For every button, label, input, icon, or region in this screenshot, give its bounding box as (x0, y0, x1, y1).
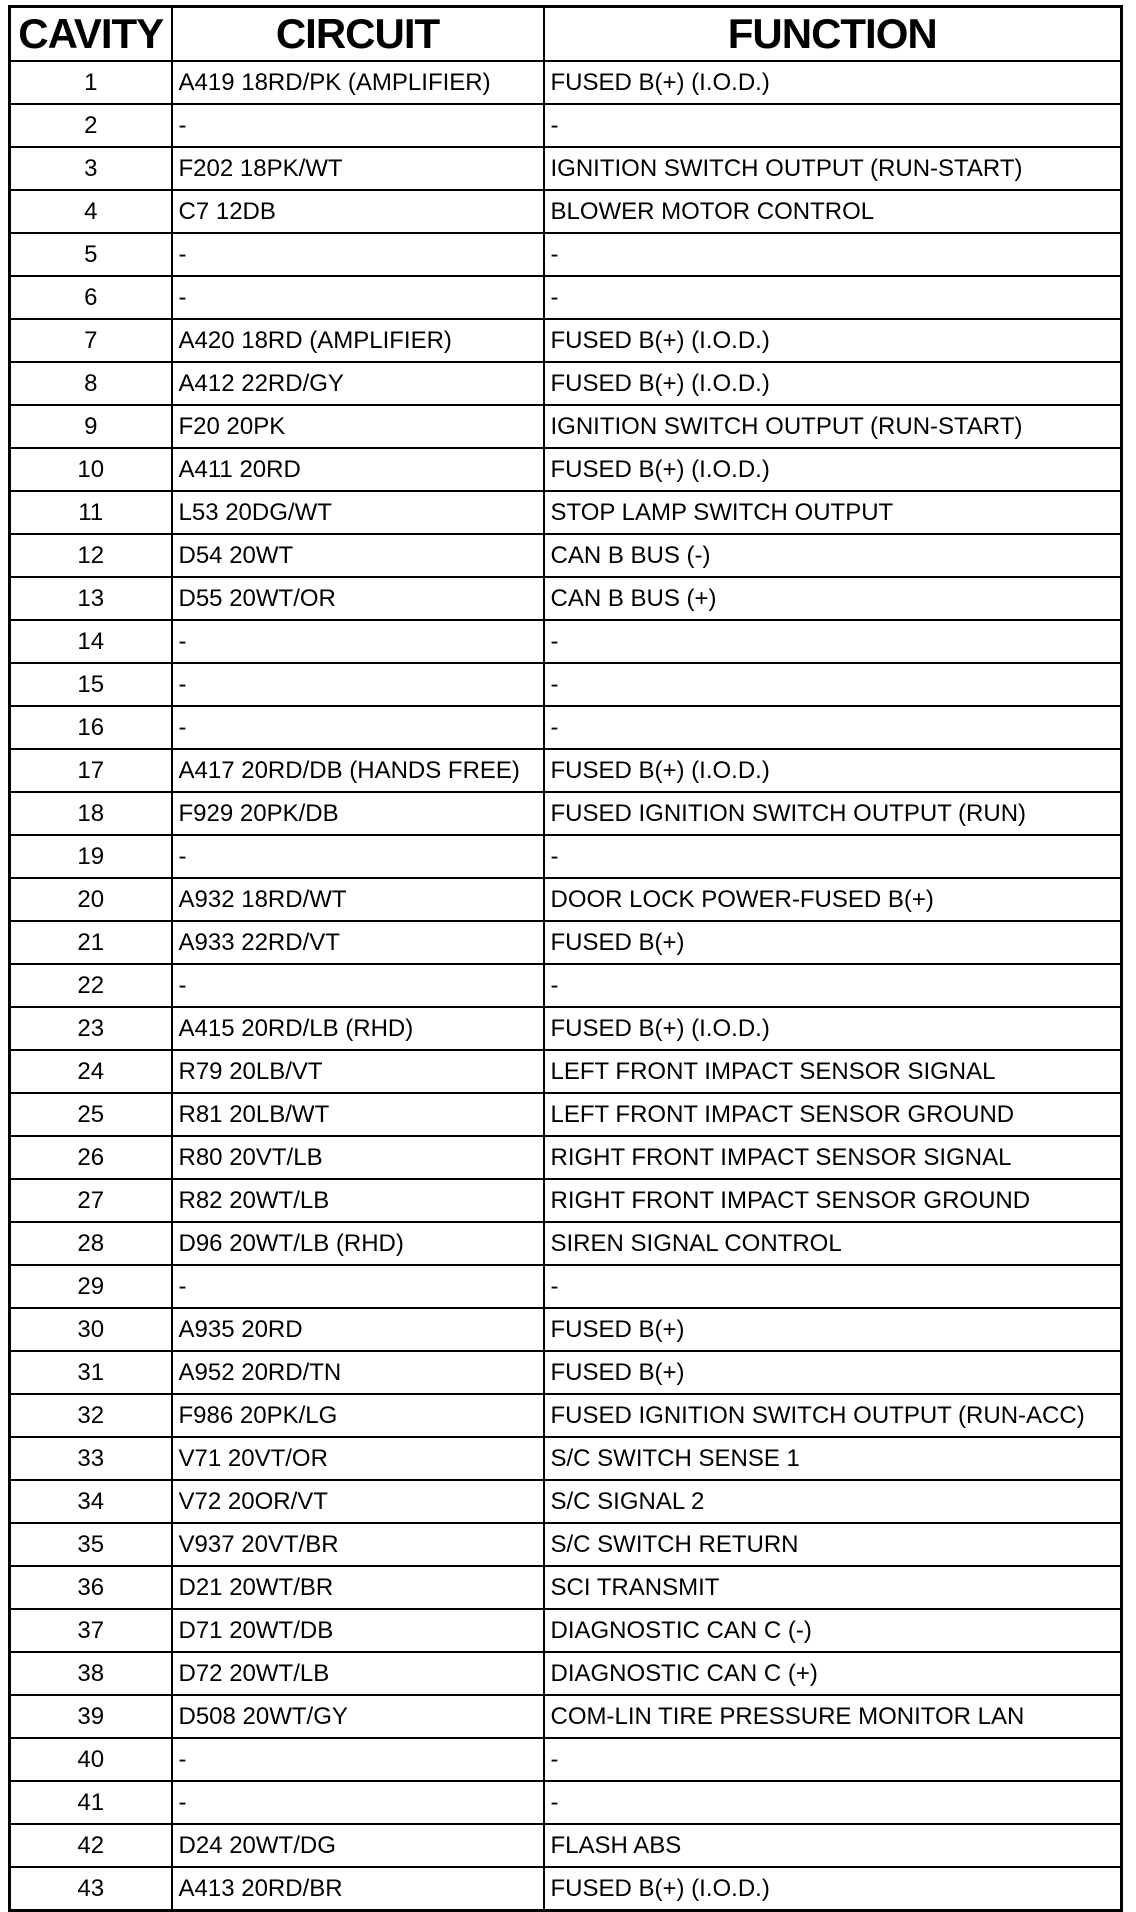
table-row (10, 1351, 1122, 1394)
cavity-cell: 37 (10, 1609, 172, 1652)
table-row (10, 1265, 1122, 1308)
circuit-cell: A420 18RD (AMPLIFIER) (172, 319, 544, 362)
cavity-cell: 25 (10, 1093, 172, 1136)
table-row (10, 319, 1122, 362)
function-cell: FUSED B(+) (I.O.D.) (544, 749, 1122, 792)
circuit-cell: F20 20PK (172, 405, 544, 448)
circuit-column-header: CIRCUIT (172, 7, 544, 62)
circuit-cell: - (172, 663, 544, 706)
function-cell: BLOWER MOTOR CONTROL (544, 190, 1122, 233)
function-cell: LEFT FRONT IMPACT SENSOR SIGNAL (544, 1050, 1122, 1093)
table-row (10, 749, 1122, 792)
function-cell: RIGHT FRONT IMPACT SENSOR SIGNAL (544, 1136, 1122, 1179)
cavity-cell: 14 (10, 620, 172, 663)
cavity-cell: 8 (10, 362, 172, 405)
table-row (10, 1308, 1122, 1351)
connector-pinout-table (8, 5, 1123, 1912)
function-cell: FUSED IGNITION SWITCH OUTPUT (RUN-ACC) (544, 1394, 1122, 1437)
table-row (10, 1566, 1122, 1609)
circuit-cell: A932 18RD/WT (172, 878, 544, 921)
circuit-cell: L53 20DG/WT (172, 491, 544, 534)
table-row (10, 1824, 1122, 1867)
table-row (10, 1179, 1122, 1222)
table-row (10, 1738, 1122, 1781)
circuit-cell: D96 20WT/LB (RHD) (172, 1222, 544, 1265)
function-column-header: FUNCTION (544, 7, 1122, 62)
function-cell: CAN B BUS (+) (544, 577, 1122, 620)
table-row (10, 964, 1122, 1007)
function-cell: DOOR LOCK POWER-FUSED B(+) (544, 878, 1122, 921)
circuit-cell: R79 20LB/VT (172, 1050, 544, 1093)
table-row (10, 1695, 1122, 1738)
function-cell: FUSED B(+) (544, 1351, 1122, 1394)
cavity-cell: 24 (10, 1050, 172, 1093)
circuit-cell: - (172, 964, 544, 1007)
table-row (10, 448, 1122, 491)
function-cell: S/C SWITCH SENSE 1 (544, 1437, 1122, 1480)
function-cell: FUSED B(+) (I.O.D.) (544, 362, 1122, 405)
table-row (10, 835, 1122, 878)
table-row (10, 190, 1122, 233)
circuit-cell: - (172, 835, 544, 878)
table-row (10, 577, 1122, 620)
circuit-cell: - (172, 104, 544, 147)
table-row (10, 405, 1122, 448)
cavity-cell: 39 (10, 1695, 172, 1738)
table-row (10, 147, 1122, 190)
function-cell: FUSED B(+) (544, 1308, 1122, 1351)
function-cell: S/C SWITCH RETURN (544, 1523, 1122, 1566)
function-cell: FUSED B(+) (I.O.D.) (544, 319, 1122, 362)
cavity-cell: 15 (10, 663, 172, 706)
function-cell: - (544, 706, 1122, 749)
circuit-cell: F929 20PK/DB (172, 792, 544, 835)
cavity-cell: 36 (10, 1566, 172, 1609)
cavity-cell: 13 (10, 577, 172, 620)
cavity-cell: 27 (10, 1179, 172, 1222)
function-cell: DIAGNOSTIC CAN C (+) (544, 1652, 1122, 1695)
cavity-cell: 26 (10, 1136, 172, 1179)
cavity-cell: 21 (10, 921, 172, 964)
cavity-cell: 40 (10, 1738, 172, 1781)
cavity-cell: 35 (10, 1523, 172, 1566)
circuit-cell: D21 20WT/BR (172, 1566, 544, 1609)
circuit-cell: A935 20RD (172, 1308, 544, 1351)
circuit-cell: A413 20RD/BR (172, 1867, 544, 1911)
function-cell: FUSED B(+) (I.O.D.) (544, 1007, 1122, 1050)
cavity-cell: 9 (10, 405, 172, 448)
function-cell: FUSED B(+) (I.O.D.) (544, 1867, 1122, 1911)
table-row (10, 233, 1122, 276)
cavity-cell: 22 (10, 964, 172, 1007)
table-row (10, 706, 1122, 749)
table-row (10, 1222, 1122, 1265)
function-cell: - (544, 1738, 1122, 1781)
function-cell: SIREN SIGNAL CONTROL (544, 1222, 1122, 1265)
function-cell: IGNITION SWITCH OUTPUT (RUN-START) (544, 405, 1122, 448)
cavity-column-header: CAVITY (10, 7, 172, 62)
circuit-cell: D24 20WT/DG (172, 1824, 544, 1867)
cavity-cell: 3 (10, 147, 172, 190)
cavity-cell: 19 (10, 835, 172, 878)
table-row (10, 276, 1122, 319)
function-cell: FUSED B(+) (544, 921, 1122, 964)
table-row (10, 1781, 1122, 1824)
cavity-cell: 38 (10, 1652, 172, 1695)
cavity-cell: 16 (10, 706, 172, 749)
table-body (10, 61, 1122, 1911)
function-cell: - (544, 835, 1122, 878)
connector-pinout-sheet (8, 5, 1120, 1905)
table-row (10, 491, 1122, 534)
table-row (10, 362, 1122, 405)
circuit-cell: A412 22RD/GY (172, 362, 544, 405)
function-cell: FLASH ABS (544, 1824, 1122, 1867)
circuit-cell: - (172, 1781, 544, 1824)
table-row (10, 921, 1122, 964)
cavity-cell: 32 (10, 1394, 172, 1437)
table-row (10, 1093, 1122, 1136)
circuit-cell: D72 20WT/LB (172, 1652, 544, 1695)
function-cell: SCI TRANSMIT (544, 1566, 1122, 1609)
circuit-cell: A952 20RD/TN (172, 1351, 544, 1394)
circuit-cell: V71 20VT/OR (172, 1437, 544, 1480)
circuit-cell: D54 20WT (172, 534, 544, 577)
circuit-cell: - (172, 233, 544, 276)
table-row (10, 1523, 1122, 1566)
circuit-cell: V937 20VT/BR (172, 1523, 544, 1566)
cavity-cell: 33 (10, 1437, 172, 1480)
cavity-cell: 43 (10, 1867, 172, 1911)
function-cell: S/C SIGNAL 2 (544, 1480, 1122, 1523)
cavity-cell: 2 (10, 104, 172, 147)
cavity-cell: 6 (10, 276, 172, 319)
cavity-cell: 5 (10, 233, 172, 276)
function-cell: - (544, 620, 1122, 663)
cavity-cell: 31 (10, 1351, 172, 1394)
cavity-cell: 10 (10, 448, 172, 491)
table-row (10, 1609, 1122, 1652)
cavity-cell: 17 (10, 749, 172, 792)
function-cell: RIGHT FRONT IMPACT SENSOR GROUND (544, 1179, 1122, 1222)
function-cell: IGNITION SWITCH OUTPUT (RUN-START) (544, 147, 1122, 190)
cavity-cell: 20 (10, 878, 172, 921)
cavity-cell: 29 (10, 1265, 172, 1308)
cavity-cell: 11 (10, 491, 172, 534)
function-cell: - (544, 276, 1122, 319)
function-cell: FUSED B(+) (I.O.D.) (544, 448, 1122, 491)
table-header (10, 7, 1122, 62)
table-row (10, 534, 1122, 577)
cavity-cell: 12 (10, 534, 172, 577)
table-row (10, 878, 1122, 921)
table-row (10, 104, 1122, 147)
cavity-cell: 41 (10, 1781, 172, 1824)
function-cell: LEFT FRONT IMPACT SENSOR GROUND (544, 1093, 1122, 1136)
table-row (10, 1480, 1122, 1523)
function-cell: - (544, 964, 1122, 1007)
circuit-cell: C7 12DB (172, 190, 544, 233)
function-cell: - (544, 1265, 1122, 1308)
circuit-cell: D508 20WT/GY (172, 1695, 544, 1738)
function-cell: STOP LAMP SWITCH OUTPUT (544, 491, 1122, 534)
function-cell: - (544, 1781, 1122, 1824)
table-row (10, 1007, 1122, 1050)
function-cell: CAN B BUS (-) (544, 534, 1122, 577)
circuit-cell: R80 20VT/LB (172, 1136, 544, 1179)
cavity-cell: 7 (10, 319, 172, 362)
header-row (10, 7, 1122, 62)
circuit-cell: R81 20LB/WT (172, 1093, 544, 1136)
circuit-cell: V72 20OR/VT (172, 1480, 544, 1523)
circuit-cell: A419 18RD/PK (AMPLIFIER) (172, 61, 544, 104)
table-row (10, 1652, 1122, 1695)
circuit-cell: R82 20WT/LB (172, 1179, 544, 1222)
circuit-cell: - (172, 706, 544, 749)
cavity-cell: 4 (10, 190, 172, 233)
circuit-cell: F986 20PK/LG (172, 1394, 544, 1437)
function-cell: - (544, 663, 1122, 706)
cavity-cell: 28 (10, 1222, 172, 1265)
circuit-cell: A417 20RD/DB (HANDS FREE) (172, 749, 544, 792)
circuit-cell: A933 22RD/VT (172, 921, 544, 964)
table-row (10, 1050, 1122, 1093)
circuit-cell: - (172, 276, 544, 319)
function-cell: FUSED B(+) (I.O.D.) (544, 61, 1122, 104)
circuit-cell: F202 18PK/WT (172, 147, 544, 190)
table-row (10, 620, 1122, 663)
cavity-cell: 18 (10, 792, 172, 835)
circuit-cell: D55 20WT/OR (172, 577, 544, 620)
circuit-cell: - (172, 620, 544, 663)
circuit-cell: D71 20WT/DB (172, 1609, 544, 1652)
table-row (10, 61, 1122, 104)
cavity-cell: 42 (10, 1824, 172, 1867)
circuit-cell: A411 20RD (172, 448, 544, 491)
table-row (10, 792, 1122, 835)
table-row (10, 663, 1122, 706)
function-cell: - (544, 104, 1122, 147)
cavity-cell: 23 (10, 1007, 172, 1050)
cavity-cell: 1 (10, 61, 172, 104)
function-cell: FUSED IGNITION SWITCH OUTPUT (RUN) (544, 792, 1122, 835)
cavity-cell: 34 (10, 1480, 172, 1523)
function-cell: DIAGNOSTIC CAN C (-) (544, 1609, 1122, 1652)
cavity-cell: 30 (10, 1308, 172, 1351)
function-cell: COM-LIN TIRE PRESSURE MONITOR LAN (544, 1695, 1122, 1738)
circuit-cell: - (172, 1738, 544, 1781)
table-row (10, 1136, 1122, 1179)
circuit-cell: - (172, 1265, 544, 1308)
function-cell: - (544, 233, 1122, 276)
circuit-cell: A415 20RD/LB (RHD) (172, 1007, 544, 1050)
table-row (10, 1437, 1122, 1480)
table-row (10, 1867, 1122, 1911)
table-row (10, 1394, 1122, 1437)
